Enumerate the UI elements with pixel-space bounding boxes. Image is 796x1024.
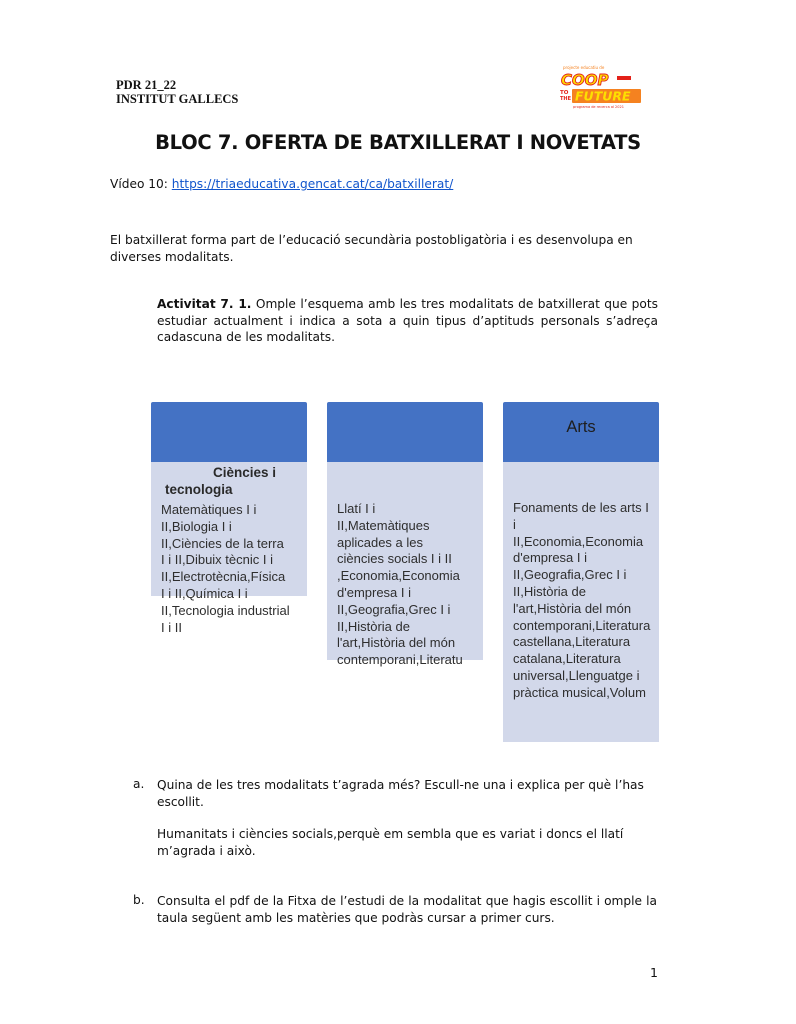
video-label: Vídeo 10: <box>110 177 172 191</box>
svg-text:THE: THE <box>560 96 572 102</box>
video-link[interactable]: https://triaeducativa.gencat.cat/ca/batxillerat/ <box>171 177 454 191</box>
svg-text:FUTURE: FUTURE <box>575 88 631 104</box>
activity-paragraph <box>157 296 658 346</box>
column-3-body <box>503 462 659 742</box>
svg-text:TO: TO <box>560 90 569 96</box>
svg-text:projecte educatiu de: projecte educatiu de <box>563 65 605 70</box>
column-1-body <box>151 462 307 635</box>
intro-paragraph: El batxillerat forma part de l’educació secundària postobligatòria i es desenvolupa en diverses modalitats. <box>110 233 633 264</box>
coop-to-the-future-logo <box>557 63 645 110</box>
column-3-subjects: Fonaments de les arts I i II,Economia,Economia d'empresa I i II,Geografia,Grec I i II,Història de l'art,Història del món contemporani,Literatura castellana,Literatura catalana,Literatura universal,Llenguatge i pràctica musical,Volum <box>513 500 651 700</box>
column-3-header-label: Arts <box>566 418 596 436</box>
svg-text:programa de recerca al 2021: programa de recerca al 2021 <box>573 105 624 109</box>
page-title: BLOC 7. OFERTA DE BATXILLERAT I NOVETATS <box>155 131 641 154</box>
question-b-marker: b. <box>133 893 145 907</box>
column-2-header <box>327 402 483 462</box>
school-code: PDR 21_22 <box>116 78 177 92</box>
answer-a: Humanitats i ciències socials,perquè em sembla que es variat i doncs el llatí m’agrada i això. <box>157 827 624 858</box>
column-1-title: Ciències i tecnologia <box>165 465 277 497</box>
question-a-text: Quina de les tres modalitats t’agrada més? Escull-ne una i explica per què l’has escollit. <box>157 778 644 809</box>
column-2-body <box>327 462 483 668</box>
question-b-text: Consulta el pdf de la Fitxa de l’estudi de la modalitat que hagis escollit i omple la taula següent amb les matèries que podràs cursar a primer curs. <box>157 894 657 925</box>
page-number: 1 <box>650 965 658 980</box>
column-1-header <box>151 402 307 462</box>
school-name: INSTITUT GALLECS <box>116 92 239 106</box>
column-1-subjects: Matemàtiques I i II,Biologia I i II,Ciències de la terra I i II,Dibuix tècnic I i II,Electrotècnia,Física I i II,Química I i II,Tecnologia industrial I i II <box>161 502 290 635</box>
activity-text: Omple l’esquema amb les tres modalitats de batxillerat que pots estudiar actualment i indica a sota a quin tipus d’aptituds personals s’adreça cadascuna de les modalitats. <box>157 297 658 345</box>
question-a-marker: a. <box>133 777 145 791</box>
svg-text:COOP: COOP <box>561 71 609 89</box>
video-line <box>110 176 453 193</box>
column-3-header <box>503 402 659 462</box>
column-2-subjects: Llatí I i II,Matemàtiques aplicades a les ciències socials I i II ,Economia,Economia d'empresa I i II,Geografia,Grec I i II,Història de l'art,Història del món contemporani,Literatu <box>337 501 463 668</box>
activity-label: Activitat 7. 1. <box>157 297 252 311</box>
